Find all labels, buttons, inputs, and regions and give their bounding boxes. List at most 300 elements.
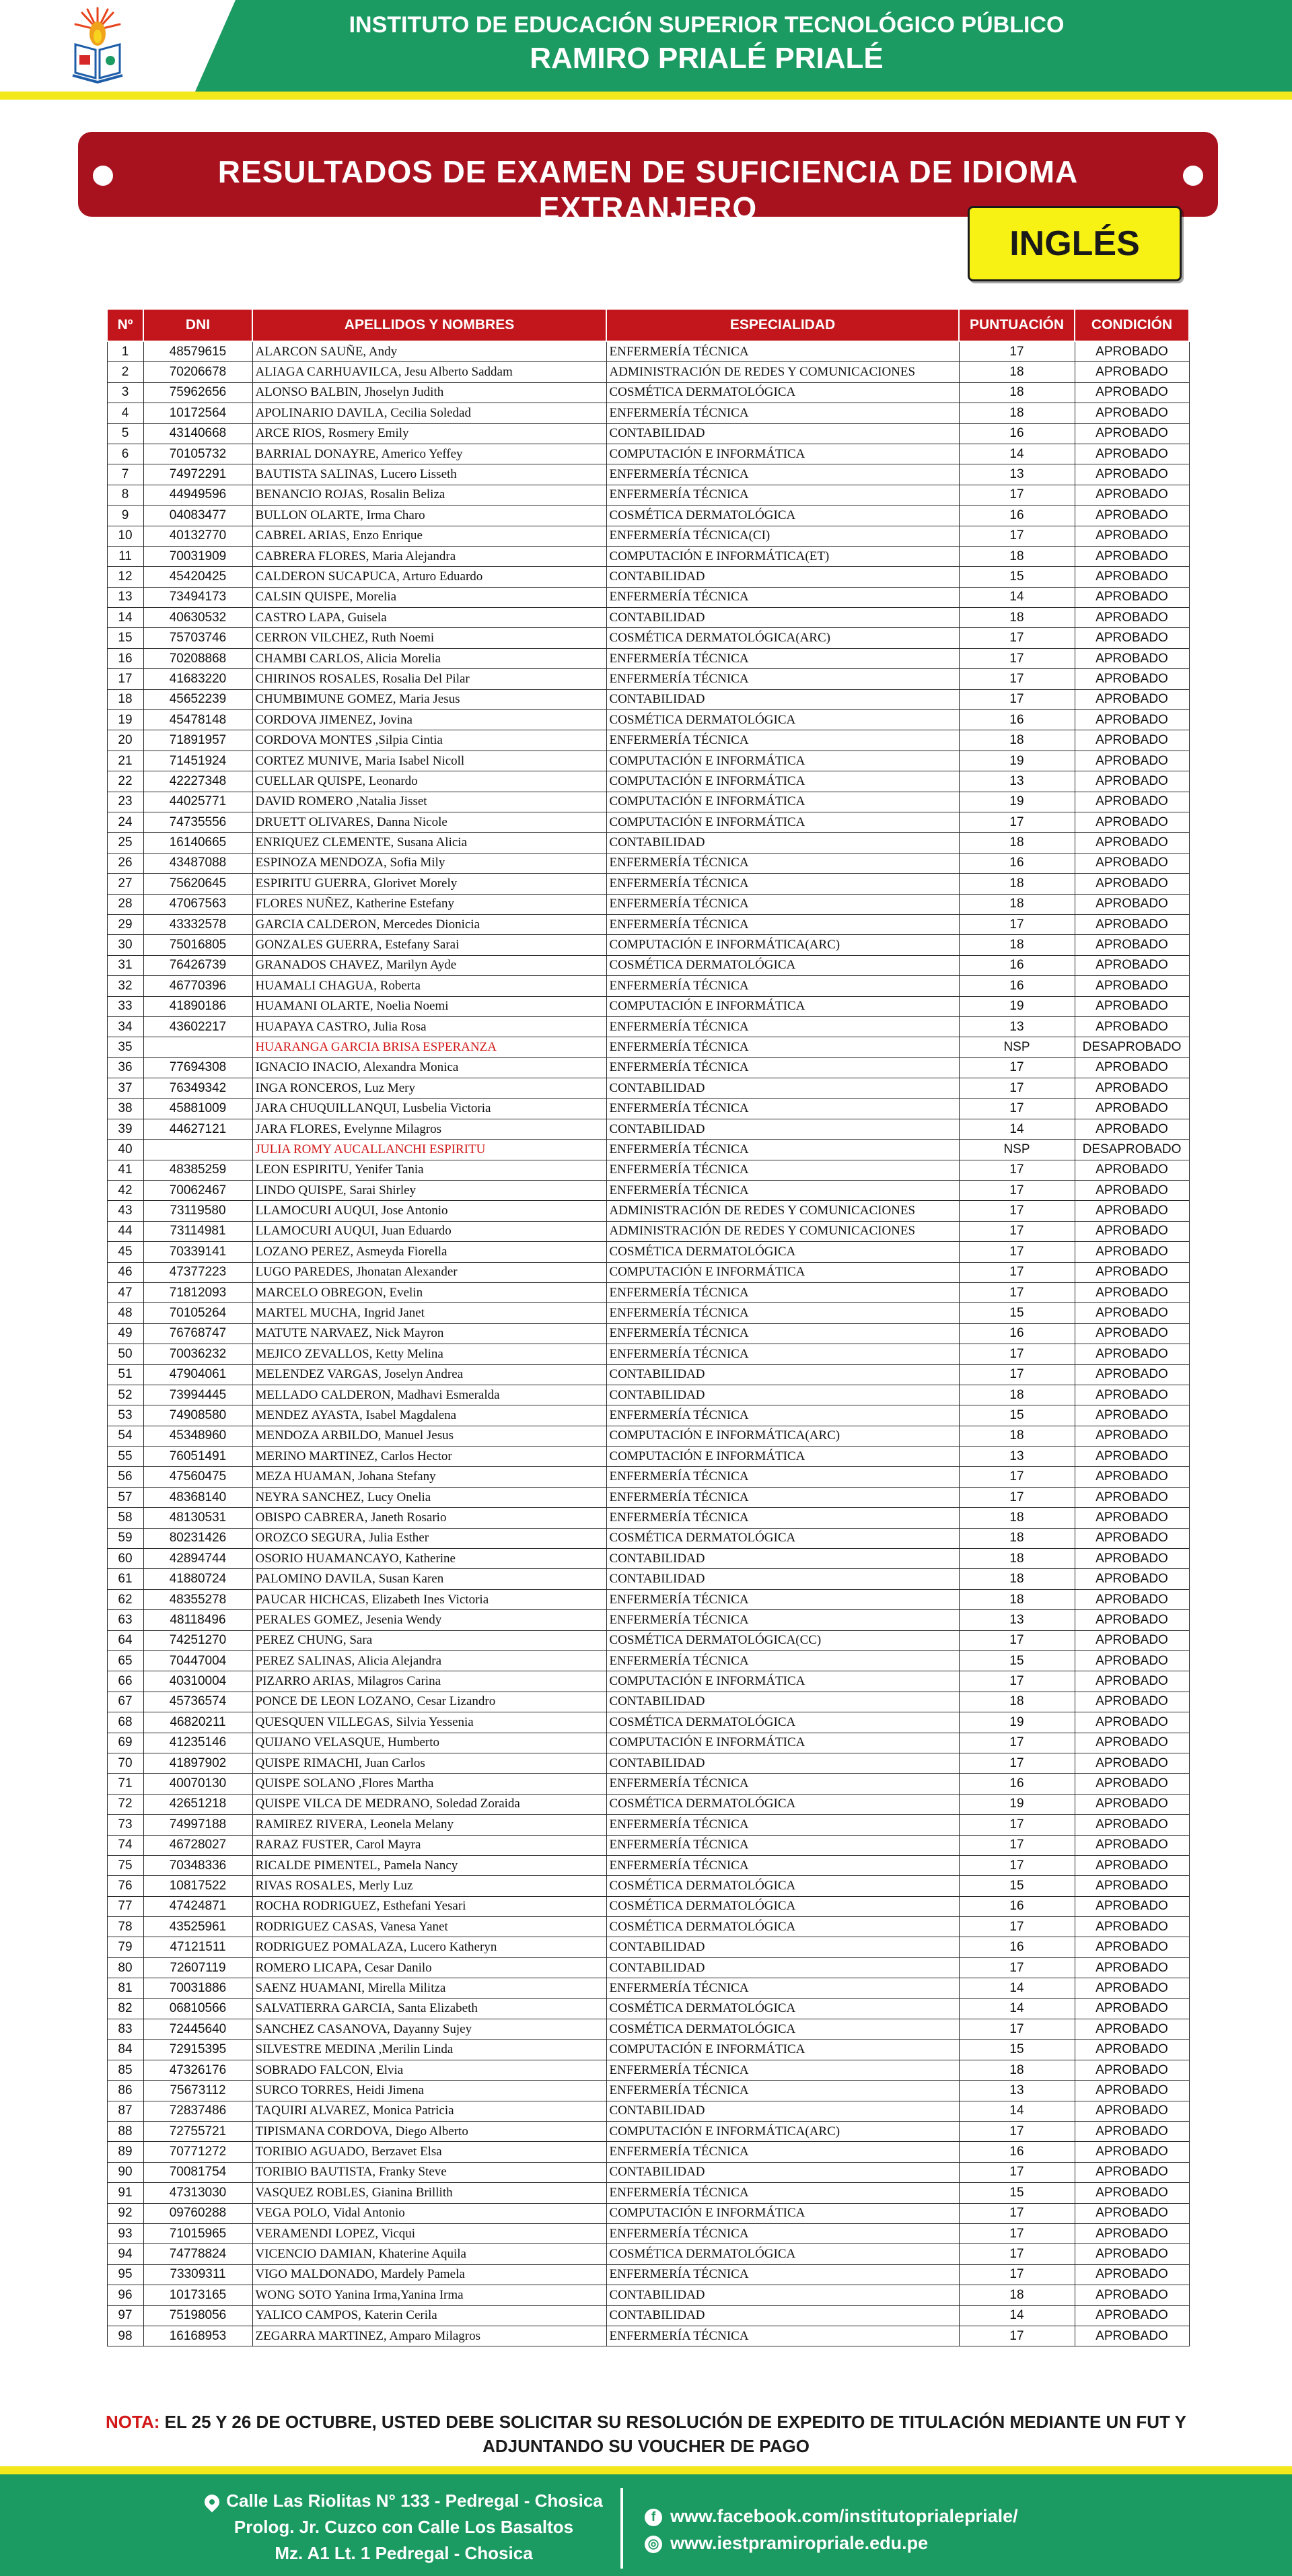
row-dni: 06810566	[143, 1998, 252, 2019]
row-number: 78	[107, 1917, 143, 1937]
row-specialty: CONTABILIDAD	[606, 833, 959, 853]
table-row	[107, 1303, 1189, 1323]
row-dni: 70031909	[143, 546, 252, 566]
table-row	[107, 382, 1189, 403]
table-row	[107, 2019, 1189, 2040]
row-specialty: ENFERMERÍA TÉCNICA	[606, 1160, 959, 1180]
row-condition: APROBADO	[1075, 1549, 1189, 1569]
row-number: 18	[107, 689, 143, 709]
row-specialty: ENFERMERÍA TÉCNICA	[606, 1323, 959, 1344]
row-specialty: COMPUTACIÓN E INFORMÁTICA	[606, 444, 959, 464]
row-number: 12	[107, 567, 143, 587]
row-number: 19	[107, 710, 143, 730]
table-row	[107, 1957, 1189, 1978]
table-row	[107, 1978, 1189, 1998]
row-specialty: COMPUTACIÓN E INFORMÁTICA	[606, 996, 959, 1016]
row-number: 70	[107, 1753, 143, 1773]
row-condition: APROBADO	[1075, 2285, 1189, 2305]
row-condition: APROBADO	[1075, 1692, 1189, 1712]
row-specialty: CONTABILIDAD	[606, 1692, 959, 1712]
row-dni: 47424871	[143, 1896, 252, 1916]
row-name: QUIJANO VELASQUE, Humberto	[252, 1733, 606, 1753]
row-number: 45	[107, 1242, 143, 1262]
row-name: VICENCIO DAMIAN, Khaterine Aquila	[252, 2244, 606, 2264]
row-score: 15	[959, 2040, 1075, 2060]
table-row	[107, 587, 1189, 607]
row-score: 18	[959, 2060, 1075, 2080]
row-number: 3	[107, 382, 143, 403]
row-specialty: COSMÉTICA DERMATOLÓGICA	[606, 2244, 959, 2264]
row-condition: APROBADO	[1075, 1078, 1189, 1099]
row-number: 95	[107, 2264, 143, 2285]
row-specialty: ENFERMERÍA TÉCNICA	[606, 1774, 959, 1794]
row-specialty: ENFERMERÍA TÉCNICA	[606, 1282, 959, 1302]
row-score: 17	[959, 2244, 1075, 2264]
row-dni: 73309311	[143, 2264, 252, 2285]
row-score: 18	[959, 1528, 1075, 1548]
row-dni: 70105732	[143, 444, 252, 464]
table-row	[107, 546, 1189, 566]
row-dni: 70208868	[143, 648, 252, 668]
row-specialty: COMPUTACIÓN E INFORMÁTICA	[606, 2203, 959, 2223]
row-score: 18	[959, 608, 1075, 628]
table-row	[107, 608, 1189, 628]
row-name: HUAMALI CHAGUA, Roberta	[252, 976, 606, 996]
row-dni: 41235146	[143, 1733, 252, 1753]
row-number: 53	[107, 1405, 143, 1426]
row-number: 72	[107, 1794, 143, 1814]
table-row	[107, 833, 1189, 853]
row-dni: 45420425	[143, 567, 252, 587]
row-score: 17	[959, 2264, 1075, 2285]
row-dni: 46820211	[143, 1712, 252, 1733]
row-condition: APROBADO	[1075, 2101, 1189, 2121]
row-dni: 70447004	[143, 1651, 252, 1671]
row-name: RICALDE PIMENTEL, Pamela Nancy	[252, 1855, 606, 1875]
row-dni: 10172564	[143, 403, 252, 423]
row-score: 17	[959, 1917, 1075, 1937]
row-dni: 41890186	[143, 996, 252, 1016]
row-specialty: ENFERMERÍA TÉCNICA	[606, 1140, 959, 1160]
row-number: 87	[107, 2101, 143, 2121]
row-dni: 70348336	[143, 1855, 252, 1875]
row-number: 67	[107, 1692, 143, 1712]
row-specialty: COMPUTACIÓN E INFORMÁTICA	[606, 812, 959, 832]
row-condition: APROBADO	[1075, 2142, 1189, 2162]
row-score: 19	[959, 751, 1075, 771]
table-row	[107, 1876, 1189, 1896]
row-condition: APROBADO	[1075, 2305, 1189, 2326]
contact-links	[645, 2503, 1116, 2556]
row-score: 13	[959, 2081, 1075, 2101]
table-row	[107, 710, 1189, 730]
row-number: 83	[107, 2019, 143, 2040]
row-dni: 16168953	[143, 2326, 252, 2346]
row-name: CABREL ARIAS, Enzo Enrique	[252, 526, 606, 546]
row-number: 66	[107, 1671, 143, 1692]
table-row	[107, 1221, 1189, 1241]
row-score: 13	[959, 771, 1075, 792]
row-number: 9	[107, 506, 143, 526]
row-score: 18	[959, 1385, 1075, 1405]
row-condition: APROBADO	[1075, 1282, 1189, 1302]
row-name: DAVID ROMERO ,Natalia Jisset	[252, 792, 606, 812]
row-specialty: COMPUTACIÓN E INFORMÁTICA	[606, 751, 959, 771]
row-number: 47	[107, 1282, 143, 1302]
row-score: 14	[959, 2305, 1075, 2326]
row-score: 14	[959, 444, 1075, 464]
row-name: VERAMENDI LOPEZ, Vicqui	[252, 2223, 606, 2243]
row-name: FLORES NUÑEZ, Katherine Estefany	[252, 894, 606, 914]
row-specialty: COSMÉTICA DERMATOLÓGICA	[606, 1896, 959, 1916]
row-dni: 44025771	[143, 792, 252, 812]
table-row	[107, 1242, 1189, 1262]
row-specialty: CONTABILIDAD	[606, 1549, 959, 1569]
row-specialty: ENFERMERÍA TÉCNICA	[606, 648, 959, 668]
table-row	[107, 2142, 1189, 2162]
row-specialty: ENFERMERÍA TÉCNICA	[606, 1855, 959, 1875]
row-number: 52	[107, 1385, 143, 1405]
row-specialty: ENFERMERÍA TÉCNICA	[606, 1651, 959, 1671]
table-row	[107, 1405, 1189, 1426]
row-score: 18	[959, 1549, 1075, 1569]
row-condition: APROBADO	[1075, 1119, 1189, 1139]
row-score: 17	[959, 2223, 1075, 2243]
row-specialty: ENFERMERÍA TÉCNICA	[606, 1181, 959, 1201]
row-score: 16	[959, 423, 1075, 444]
row-number: 49	[107, 1323, 143, 1344]
table-row	[107, 1835, 1189, 1855]
row-score: 17	[959, 1753, 1075, 1773]
row-name: ENRIQUEZ CLEMENTE, Susana Alicia	[252, 833, 606, 853]
row-number: 36	[107, 1057, 143, 1078]
row-score: 17	[959, 1487, 1075, 1507]
row-condition: APROBADO	[1075, 648, 1189, 668]
row-condition: APROBADO	[1075, 976, 1189, 996]
row-score: NSP	[959, 1037, 1075, 1057]
row-dni: 75198056	[143, 2305, 252, 2326]
table-row	[107, 506, 1189, 526]
row-dni: 73994445	[143, 1385, 252, 1405]
row-score: 18	[959, 935, 1075, 955]
row-number: 86	[107, 2081, 143, 2101]
row-specialty: ENFERMERÍA TÉCNICA	[606, 1815, 959, 1835]
table-row	[107, 1733, 1189, 1753]
row-name: LLAMOCURI AUQUI, Juan Eduardo	[252, 1221, 606, 1241]
table-header-row	[107, 309, 1189, 341]
row-name: MENDEZ AYASTA, Isabel Magdalena	[252, 1405, 606, 1426]
row-number: 92	[107, 2203, 143, 2223]
row-name: VIGO MALDONADO, Mardely Pamela	[252, 2264, 606, 2285]
row-specialty: ENFERMERÍA TÉCNICA	[606, 1344, 959, 1364]
row-number: 93	[107, 2223, 143, 2243]
row-score: 17	[959, 1181, 1075, 1201]
row-condition: APROBADO	[1075, 1385, 1189, 1405]
table-row	[107, 2040, 1189, 2060]
row-number: 5	[107, 423, 143, 444]
row-number: 28	[107, 894, 143, 914]
table-row	[107, 730, 1189, 751]
row-dni: 75673112	[143, 2081, 252, 2101]
table-row	[107, 526, 1189, 546]
row-specialty: CONTABILIDAD	[606, 1753, 959, 1773]
row-score: 18	[959, 403, 1075, 423]
row-dni: 76051491	[143, 1447, 252, 1467]
row-specialty: COSMÉTICA DERMATOLÓGICA	[606, 2019, 959, 2040]
row-name: ESPINOZA MENDOZA, Sofia Mily	[252, 853, 606, 873]
row-score: 17	[959, 1221, 1075, 1241]
row-number: 11	[107, 546, 143, 566]
row-score: 15	[959, 567, 1075, 587]
row-condition: APROBADO	[1075, 1835, 1189, 1855]
table-row	[107, 2326, 1189, 2346]
row-dni: 47121511	[143, 1937, 252, 1957]
row-score: 17	[959, 1957, 1075, 1978]
row-condition: APROBADO	[1075, 1876, 1189, 1896]
row-specialty: COSMÉTICA DERMATOLÓGICA	[606, 1528, 959, 1548]
table-row	[107, 2101, 1189, 2121]
facebook-link-row[interactable]	[645, 2503, 1116, 2530]
row-number: 75	[107, 1855, 143, 1875]
row-dni: 71812093	[143, 1282, 252, 1302]
row-dni: 72837486	[143, 2101, 252, 2121]
table-row	[107, 1692, 1189, 1712]
row-specialty: ENFERMERÍA TÉCNICA	[606, 1037, 959, 1057]
row-condition: APROBADO	[1075, 1610, 1189, 1630]
row-score: 18	[959, 833, 1075, 853]
row-name: APOLINARIO DAVILA, Cecilia Soledad	[252, 403, 606, 423]
row-score: 18	[959, 874, 1075, 894]
table-row	[107, 853, 1189, 873]
row-name: LLAMOCURI AUQUI, Jose Antonio	[252, 1201, 606, 1221]
row-condition: APROBADO	[1075, 2264, 1189, 2285]
table-row	[107, 1140, 1189, 1160]
row-dni: 70771272	[143, 2142, 252, 2162]
row-condition: APROBADO	[1075, 1323, 1189, 1344]
row-number: 97	[107, 2305, 143, 2326]
row-dni: 47904061	[143, 1364, 252, 1385]
row-condition: APROBADO	[1075, 1405, 1189, 1426]
row-number: 35	[107, 1037, 143, 1057]
address-line-1: Calle Las Riolitas N° 133 - Pedregal - Chosica	[226, 2491, 603, 2511]
row-specialty: ENFERMERÍA TÉCNICA	[606, 2081, 959, 2101]
row-specialty: ENFERMERÍA TÉCNICA	[606, 1835, 959, 1855]
row-score: 18	[959, 1692, 1075, 1712]
row-name: JARA CHUQUILLANQUI, Lusbelia Victoria	[252, 1099, 606, 1119]
row-name: VASQUEZ ROBLES, Gianina Brillith	[252, 2183, 606, 2203]
row-specialty: ENFERMERÍA TÉCNICA	[606, 894, 959, 914]
row-specialty: COSMÉTICA DERMATOLÓGICA	[606, 1242, 959, 1262]
row-specialty: ENFERMERÍA TÉCNICA	[606, 1057, 959, 1078]
row-dni: 48368140	[143, 1487, 252, 1507]
row-dni: 47560475	[143, 1467, 252, 1487]
table-row	[107, 1447, 1189, 1467]
row-score: 17	[959, 1078, 1075, 1099]
institute-name-line2: RAMIRO PRIALÉ PRIALÉ	[530, 42, 884, 75]
row-condition: DESAPROBADO	[1075, 1037, 1189, 1057]
row-score: 17	[959, 1364, 1075, 1385]
row-dni: 45478148	[143, 710, 252, 730]
row-name: OBISPO CABRERA, Janeth Rosario	[252, 1508, 606, 1528]
table-row	[107, 1630, 1189, 1650]
row-condition: APROBADO	[1075, 1160, 1189, 1180]
row-condition: APROBADO	[1075, 1344, 1189, 1364]
table-row	[107, 1078, 1189, 1099]
row-specialty: COSMÉTICA DERMATOLÓGICA	[606, 1712, 959, 1733]
row-number: 22	[107, 771, 143, 792]
row-number: 65	[107, 1651, 143, 1671]
row-condition: APROBADO	[1075, 1978, 1189, 1998]
row-condition: APROBADO	[1075, 2183, 1189, 2203]
row-number: 20	[107, 730, 143, 751]
row-specialty: COSMÉTICA DERMATOLÓGICA	[606, 1876, 959, 1896]
row-number: 68	[107, 1712, 143, 1733]
row-name: CASTRO LAPA, Guisela	[252, 608, 606, 628]
table-row	[107, 444, 1189, 464]
row-condition: APROBADO	[1075, 444, 1189, 464]
row-specialty: ENFERMERÍA TÉCNICA	[606, 341, 959, 362]
row-score: 13	[959, 1447, 1075, 1467]
row-condition: APROBADO	[1075, 1221, 1189, 1241]
table-row	[107, 403, 1189, 423]
row-name: ROCHA RODRIGUEZ, Esthefani Yesari	[252, 1896, 606, 1916]
row-score: 17	[959, 526, 1075, 546]
row-name: WONG SOTO Yanina Irma,Yanina Irma	[252, 2285, 606, 2305]
row-number: 30	[107, 935, 143, 955]
row-score: 16	[959, 955, 1075, 975]
row-number: 44	[107, 1221, 143, 1241]
row-condition: APROBADO	[1075, 771, 1189, 792]
row-score: 15	[959, 1876, 1075, 1896]
header-no: Nº	[107, 309, 143, 341]
row-number: 89	[107, 2142, 143, 2162]
row-dni: 72755721	[143, 2121, 252, 2141]
table-row	[107, 1998, 1189, 2019]
row-dni: 73119580	[143, 1201, 252, 1221]
facebook-link[interactable]: www.facebook.com/institutoprialepriale/	[670, 2506, 1018, 2526]
row-condition: APROBADO	[1075, 833, 1189, 853]
row-dni: 43140668	[143, 423, 252, 444]
row-number: 24	[107, 812, 143, 832]
table-row	[107, 2060, 1189, 2080]
row-name: GONZALES GUERRA, Estefany Sarai	[252, 935, 606, 955]
row-condition: APROBADO	[1075, 914, 1189, 934]
row-condition: APROBADO	[1075, 1487, 1189, 1507]
row-condition: APROBADO	[1075, 464, 1189, 485]
row-score: 19	[959, 792, 1075, 812]
table-row	[107, 751, 1189, 771]
header-yellow-stripe	[0, 92, 1292, 100]
row-number: 10	[107, 526, 143, 546]
row-condition: APROBADO	[1075, 2019, 1189, 2040]
row-number: 63	[107, 1610, 143, 1630]
row-dni: 72445640	[143, 2019, 252, 2040]
row-name: PERALES GOMEZ, Jesenia Wendy	[252, 1610, 606, 1630]
row-specialty: COSMÉTICA DERMATOLÓGICA(CC)	[606, 1630, 959, 1650]
row-condition: APROBADO	[1075, 792, 1189, 812]
row-score: 17	[959, 2019, 1075, 2040]
website-link-row[interactable]	[645, 2530, 1116, 2556]
row-condition: APROBADO	[1075, 341, 1189, 362]
row-specialty: ENFERMERÍA TÉCNICA	[606, 874, 959, 894]
row-condition: APROBADO	[1075, 751, 1189, 771]
row-dni: 47377223	[143, 1262, 252, 1282]
row-name: PAUCAR HICHCAS, Elizabeth Ines Victoria	[252, 1589, 606, 1609]
row-name: PEREZ CHUNG, Sara	[252, 1630, 606, 1650]
row-name: TORIBIO AGUADO, Berzavet Elsa	[252, 2142, 606, 2162]
row-name: MEJICO ZEVALLOS, Ketty Melina	[252, 1344, 606, 1364]
header-score: PUNTUACIÓN	[959, 309, 1075, 341]
row-name: BAUTISTA SALINAS, Lucero Lisseth	[252, 464, 606, 485]
table-row	[107, 2081, 1189, 2101]
row-specialty: ENFERMERÍA TÉCNICA	[606, 1508, 959, 1528]
row-number: 37	[107, 1078, 143, 1099]
row-dni: 04083477	[143, 506, 252, 526]
row-condition: APROBADO	[1075, 1467, 1189, 1487]
row-name: CORDOVA JIMENEZ, Jovina	[252, 710, 606, 730]
row-condition: APROBADO	[1075, 1957, 1189, 1978]
row-score: 17	[959, 1467, 1075, 1487]
row-specialty: COSMÉTICA DERMATOLÓGICA	[606, 1794, 959, 1814]
row-specialty: COMPUTACIÓN E INFORMÁTICA	[606, 771, 959, 792]
row-specialty: COMPUTACIÓN E INFORMÁTICA	[606, 1733, 959, 1753]
row-condition: APROBADO	[1075, 1181, 1189, 1201]
row-name: RARAZ FUSTER, Carol Mayra	[252, 1835, 606, 1855]
row-score: 17	[959, 669, 1075, 689]
bullet-dot-icon	[93, 166, 113, 186]
row-name: LINDO QUISPE, Sarai Shirley	[252, 1181, 606, 1201]
table-row	[107, 1794, 1189, 1814]
row-specialty: ENFERMERÍA TÉCNICA	[606, 2142, 959, 2162]
row-score: 14	[959, 1978, 1075, 1998]
row-score: 17	[959, 1099, 1075, 1119]
row-condition: APROBADO	[1075, 1733, 1189, 1753]
row-name: MELENDEZ VARGAS, Joselyn Andrea	[252, 1364, 606, 1385]
row-name: LOZANO PEREZ, Asmeyda Fiorella	[252, 1242, 606, 1262]
table-row	[107, 628, 1189, 648]
row-score: 15	[959, 1303, 1075, 1323]
row-score: 17	[959, 628, 1075, 648]
row-specialty: ENFERMERÍA TÉCNICA	[606, 2223, 959, 2243]
row-name: SALVATIERRA GARCIA, Santa Elizabeth	[252, 1998, 606, 2019]
row-score: 16	[959, 2142, 1075, 2162]
row-specialty: CONTABILIDAD	[606, 423, 959, 444]
row-condition: APROBADO	[1075, 2060, 1189, 2080]
row-condition: APROBADO	[1075, 1651, 1189, 1671]
row-name: MENDOZA ARBILDO, Manuel Jesus	[252, 1426, 606, 1446]
website-link[interactable]: www.iestpramiropriale.edu.pe	[670, 2533, 929, 2553]
row-condition: APROBADO	[1075, 546, 1189, 566]
row-dni: 74997188	[143, 1815, 252, 1835]
row-specialty: CONTABILIDAD	[606, 567, 959, 587]
row-number: 58	[107, 1508, 143, 1528]
table-row	[107, 1262, 1189, 1282]
row-name: OROZCO SEGURA, Julia Esther	[252, 1528, 606, 1548]
row-dni: 40310004	[143, 1671, 252, 1692]
row-condition: APROBADO	[1075, 853, 1189, 873]
table-row	[107, 1569, 1189, 1589]
row-number: 51	[107, 1364, 143, 1385]
row-score: 19	[959, 1794, 1075, 1814]
row-condition: APROBADO	[1075, 1242, 1189, 1262]
row-number: 96	[107, 2285, 143, 2305]
row-condition: APROBADO	[1075, 935, 1189, 955]
row-name: MATUTE NARVAEZ, Nick Mayron	[252, 1323, 606, 1344]
table-row	[107, 1201, 1189, 1221]
row-dni: 75703746	[143, 628, 252, 648]
row-number: 43	[107, 1201, 143, 1221]
page-footer	[0, 2474, 1292, 2576]
